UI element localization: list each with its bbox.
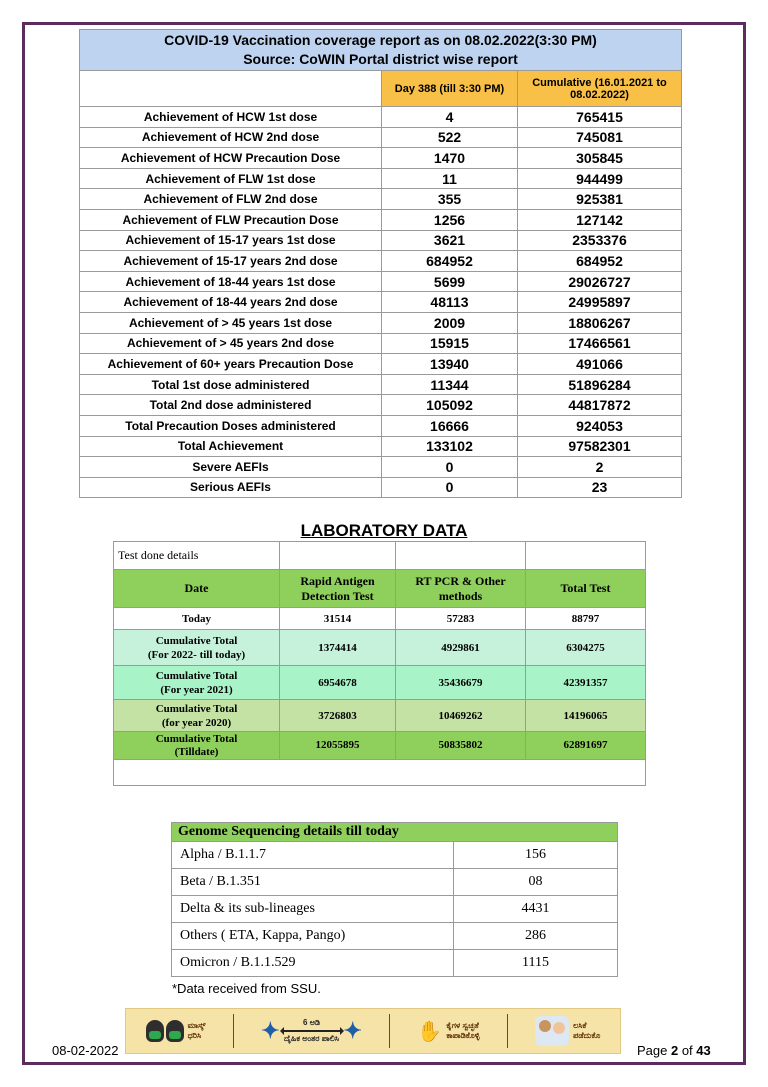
vaccination-row-cumulative: 44817872 (518, 395, 682, 416)
vaccination-row (80, 292, 682, 313)
person-icon: ✦ (343, 1018, 362, 1043)
banner-vaccine-text (573, 1021, 600, 1041)
vaccination-row-label: Achievement of 18-44 years 1st dose (80, 271, 382, 292)
vaccination-row (80, 127, 682, 148)
vaccination-row-label: Achievement of FLW 1st dose (80, 168, 382, 189)
vaccination-row-cumulative: 17466561 (518, 333, 682, 354)
vaccination-row-cumulative: 23 (518, 477, 682, 498)
genome-row (172, 896, 618, 923)
mask-faces-icon (146, 1020, 184, 1042)
genome-variant-name: Alpha / B.1.1.7 (172, 842, 454, 869)
vaccination-row (80, 107, 682, 128)
genome-rows (172, 842, 618, 977)
vaccination-row (80, 230, 682, 251)
banner-mask-segment (146, 1020, 206, 1042)
vaccination-row-cumulative: 944499 (518, 168, 682, 189)
vaccination-row-cumulative: 24995897 (518, 292, 682, 313)
genome-row (172, 869, 618, 896)
lab-cum-2020-rapid: 3726803 (280, 700, 396, 732)
vaccination-row-day: 11344 (382, 374, 518, 395)
lab-cum-2021-label (114, 666, 280, 700)
vaccination-row-day: 522 (382, 127, 518, 148)
vaccination-row (80, 251, 682, 272)
vaccination-row (80, 436, 682, 457)
genome-title: Genome Sequencing details till today (172, 823, 618, 842)
genome-variant-count: 08 (454, 869, 618, 896)
footer-date: 08-02-2022 (52, 1043, 119, 1058)
vaccination-row (80, 333, 682, 354)
vaccination-row (80, 312, 682, 333)
vaccination-row-day: 0 (382, 477, 518, 498)
banner-hands-text (446, 1021, 479, 1041)
laboratory-table (113, 541, 646, 786)
vaccination-row-cumulative: 18806267 (518, 312, 682, 333)
genome-variant-name: Omicron / B.1.1.529 (172, 950, 454, 977)
lab-today-rapid: 31514 (280, 608, 396, 630)
vaccination-row-cumulative: 2353376 (518, 230, 682, 251)
lab-today-total: 88797 (526, 608, 646, 630)
vaccination-row (80, 457, 682, 478)
genome-variant-count: 286 (454, 923, 618, 950)
lab-cum-2021-rtpcr: 35436679 (396, 666, 526, 700)
vaccination-row-day: 0 (382, 457, 518, 478)
lab-cum-2020-label1: Cumulative Total (155, 702, 238, 715)
vaccination-row-cumulative: 765415 (518, 107, 682, 128)
genome-variant-name: Beta / B.1.351 (172, 869, 454, 896)
vaccination-row-cumulative: 305845 (518, 148, 682, 169)
genome-header-row (172, 823, 618, 842)
masked-face-icon (146, 1020, 164, 1042)
vaccination-row-day: 11 (382, 168, 518, 189)
vaccination-row (80, 395, 682, 416)
banner-distance-segment (261, 1018, 362, 1044)
lab-sub-blank (396, 542, 526, 570)
person-icon: ✦ (261, 1018, 280, 1043)
vaccination-row-label: Achievement of FLW Precaution Dose (80, 209, 382, 230)
genome-variant-count: 4431 (454, 896, 618, 923)
vaccination-row-day: 1256 (382, 209, 518, 230)
lab-sub-blank (280, 542, 396, 570)
lab-header-date: Date (114, 570, 280, 608)
vaccination-row-label: Total Achievement (80, 436, 382, 457)
genome-variant-count: 1115 (454, 950, 618, 977)
banner-mask-text2: ಧರಿಸಿ (187, 1031, 202, 1040)
lab-row-cum-2021 (114, 666, 646, 700)
genome-table (171, 822, 618, 977)
lab-cum-tilldate-rapid: 12055895 (280, 732, 396, 760)
vaccination-row-label: Achievement of FLW 2nd dose (80, 189, 382, 210)
vaccination-row-cumulative: 491066 (518, 354, 682, 375)
vaccination-row-label: Total 1st dose administered (80, 374, 382, 395)
lab-header-rtpcr (396, 570, 526, 608)
lab-cum-tilldate-total: 62891697 (526, 732, 646, 760)
genome-variant-count: 156 (454, 842, 618, 869)
lab-subheading-row (114, 542, 646, 570)
vaccination-row-label: Achievement of > 45 years 1st dose (80, 312, 382, 333)
vaccination-row-day: 13940 (382, 354, 518, 375)
vaccination-row-cumulative: 684952 (518, 251, 682, 272)
page-current: 2 (670, 1043, 679, 1058)
vaccination-row-cumulative: 97582301 (518, 436, 682, 457)
lab-cum-2020-rtpcr: 10469262 (396, 700, 526, 732)
lab-today-rtpcr: 57283 (396, 608, 526, 630)
vaccination-row (80, 374, 682, 395)
vaccination-row-day: 2009 (382, 312, 518, 333)
banner-divider (389, 1014, 390, 1048)
vaccination-header-row (80, 71, 682, 107)
banner-distance-bottom: ದೈಹಿಕ ಅಂತರ ಪಾಲಿಸಿ (284, 1034, 340, 1043)
lab-cum-2020-label (114, 700, 280, 732)
vaccination-row-label: Total Precaution Doses administered (80, 415, 382, 436)
genome-variant-name: Others ( ETA, Kappa, Pango) (172, 923, 454, 950)
lab-subheading: Test done details (114, 542, 280, 570)
vaccination-row-label: Achievement of > 45 years 2nd dose (80, 333, 382, 354)
vaccination-row (80, 168, 682, 189)
lab-header-rtpcr-line1: RT PCR & Other (415, 573, 506, 588)
vaccination-icon (535, 1016, 569, 1046)
vaccination-row-day: 5699 (382, 271, 518, 292)
vaccination-rows (80, 107, 682, 498)
vaccination-row (80, 209, 682, 230)
lab-header-total: Total Test (526, 570, 646, 608)
lab-cum-2020-label2: (for year 2020) (161, 716, 232, 729)
lab-row-cum-tilldate (114, 732, 646, 760)
banner-mask-text1: ಮಾಸ್ಕ್ (187, 1021, 206, 1030)
page-number (637, 1043, 711, 1058)
banner-mask-text (188, 1021, 206, 1041)
vaccination-row (80, 189, 682, 210)
banner-distance-top: 6 ಅಡಿ (303, 1018, 321, 1027)
lab-header-rapid-line1: Rapid Antigen (300, 573, 375, 588)
vaccination-row-cumulative: 2 (518, 457, 682, 478)
vaccination-row-cumulative: 925381 (518, 189, 682, 210)
banner-hands-segment (417, 1019, 479, 1044)
lab-cum-tilldate-label1: Cumulative Total (155, 732, 238, 745)
vaccination-row-day: 48113 (382, 292, 518, 313)
lab-row-today (114, 608, 646, 630)
vaccination-row-label: Achievement of 60+ years Precaution Dose (80, 354, 382, 375)
header-cumulative-line2: 08.02.2022) (570, 88, 629, 101)
vaccination-title: COVID-19 Vaccination coverage report as on 08.02.2022(3:30 PM) (164, 32, 597, 48)
page-prefix: Page (637, 1043, 671, 1058)
lab-cum-tilldate-rtpcr: 50835802 (396, 732, 526, 760)
lab-cum-2022-label1: Cumulative Total (155, 634, 238, 647)
lab-cum-2021-label1: Cumulative Total (155, 669, 238, 682)
vaccination-row-day: 105092 (382, 395, 518, 416)
lab-cum-2021-label2: (For year 2021) (160, 683, 233, 696)
banner-vaccine-text1: ಲಸಿಕೆ (573, 1021, 587, 1030)
genome-variant-name: Delta & its sub-lineages (172, 896, 454, 923)
vaccination-row-day: 684952 (382, 251, 518, 272)
vaccination-row-label: Achievement of HCW Precaution Dose (80, 148, 382, 169)
vaccination-row (80, 477, 682, 498)
lab-header-rapid-line2: Detection Test (301, 588, 374, 603)
vaccination-row-day: 3621 (382, 230, 518, 251)
lab-cum-2021-total: 42391357 (526, 666, 646, 700)
vaccination-row (80, 354, 682, 375)
banner-vaccine-segment (535, 1016, 600, 1046)
vaccination-source: Source: CoWIN Portal district wise report (243, 51, 518, 67)
lab-header-rapid (280, 570, 396, 608)
vaccination-row-label: Achievement of 15-17 years 2nd dose (80, 251, 382, 272)
vaccination-table (79, 29, 682, 498)
lab-cum-2022-label (114, 630, 280, 666)
vaccination-row (80, 148, 682, 169)
genome-row (172, 842, 618, 869)
vaccination-row-day: 15915 (382, 333, 518, 354)
hand-wash-icon: ✋ (417, 1020, 443, 1043)
lab-empty-cell (114, 760, 646, 786)
data-source-note: *Data received from SSU. (172, 981, 321, 996)
lab-row-cum-2020 (114, 700, 646, 732)
lab-header-row (114, 570, 646, 608)
banner-vaccine-text2: ಪಡೆದುಕೊ (573, 1031, 601, 1040)
header-blank-cell (80, 71, 382, 107)
vaccination-row-label: Total 2nd dose administered (80, 395, 382, 416)
double-arrow-icon (284, 1030, 340, 1032)
lab-cum-2020-total: 14196065 (526, 700, 646, 732)
vaccination-row-cumulative: 924053 (518, 415, 682, 436)
vaccination-row-label: Severe AEFIs (80, 457, 382, 478)
vaccination-row-day: 4 (382, 107, 518, 128)
vaccination-row-label: Achievement of HCW 2nd dose (80, 127, 382, 148)
vaccination-row-cumulative: 745081 (518, 127, 682, 148)
vaccination-row-cumulative: 29026727 (518, 271, 682, 292)
lab-sub-blank (526, 542, 646, 570)
lab-cum-2022-label2: (For 2022- till today) (147, 648, 246, 661)
masked-face-icon (166, 1020, 184, 1042)
distance-arrow (284, 1018, 340, 1044)
vaccination-title-cell (80, 30, 682, 71)
vaccination-row-cumulative: 127142 (518, 209, 682, 230)
lab-empty-row (114, 760, 646, 786)
genome-row (172, 950, 618, 977)
vaccination-title-row (80, 30, 682, 71)
header-cumulative-line1: Cumulative (16.01.2021 to (532, 76, 667, 89)
lab-cum-2022-rapid: 1374414 (280, 630, 396, 666)
lab-cum-2022-total: 6304275 (526, 630, 646, 666)
header-cumulative (518, 71, 682, 107)
vaccination-row-day: 133102 (382, 436, 518, 457)
lab-cum-2021-rapid: 6954678 (280, 666, 396, 700)
covid-appropriate-behaviour-banner (125, 1008, 621, 1054)
lab-row-cum-2022 (114, 630, 646, 666)
genome-row (172, 923, 618, 950)
vaccination-row (80, 271, 682, 292)
lab-today-label: Today (114, 608, 280, 630)
vaccination-row-day: 16666 (382, 415, 518, 436)
header-day: Day 388 (till 3:30 PM) (382, 71, 518, 107)
vaccination-row-label: Achievement of 15-17 years 1st dose (80, 230, 382, 251)
banner-hands-text2: ಕಾಪಾಡಿಕೊಳ್ಳಿ (446, 1031, 480, 1040)
lab-cum-tilldate-label2: (Tilldate) (174, 745, 219, 758)
lab-header-rtpcr-line2: methods (438, 588, 483, 603)
vaccination-row-day: 1470 (382, 148, 518, 169)
vaccination-row-label: Achievement of 18-44 years 2nd dose (80, 292, 382, 313)
lab-cum-2022-rtpcr: 4929861 (396, 630, 526, 666)
vaccination-row-label: Serious AEFIs (80, 477, 382, 498)
vaccination-row-cumulative: 51896284 (518, 374, 682, 395)
vaccination-row-label: Achievement of HCW 1st dose (80, 107, 382, 128)
page-of: of (678, 1043, 697, 1058)
laboratory-title: LABORATORY DATA (300, 521, 468, 540)
lab-cum-tilldate-label (114, 732, 280, 760)
banner-divider (233, 1014, 234, 1048)
vaccination-row (80, 415, 682, 436)
vaccination-row-day: 355 (382, 189, 518, 210)
banner-hands-text1: ಕೈಗಳ ಸ್ವಚ್ಛತೆ (446, 1021, 479, 1030)
banner-divider (507, 1014, 508, 1048)
page-total: 43 (696, 1043, 711, 1058)
